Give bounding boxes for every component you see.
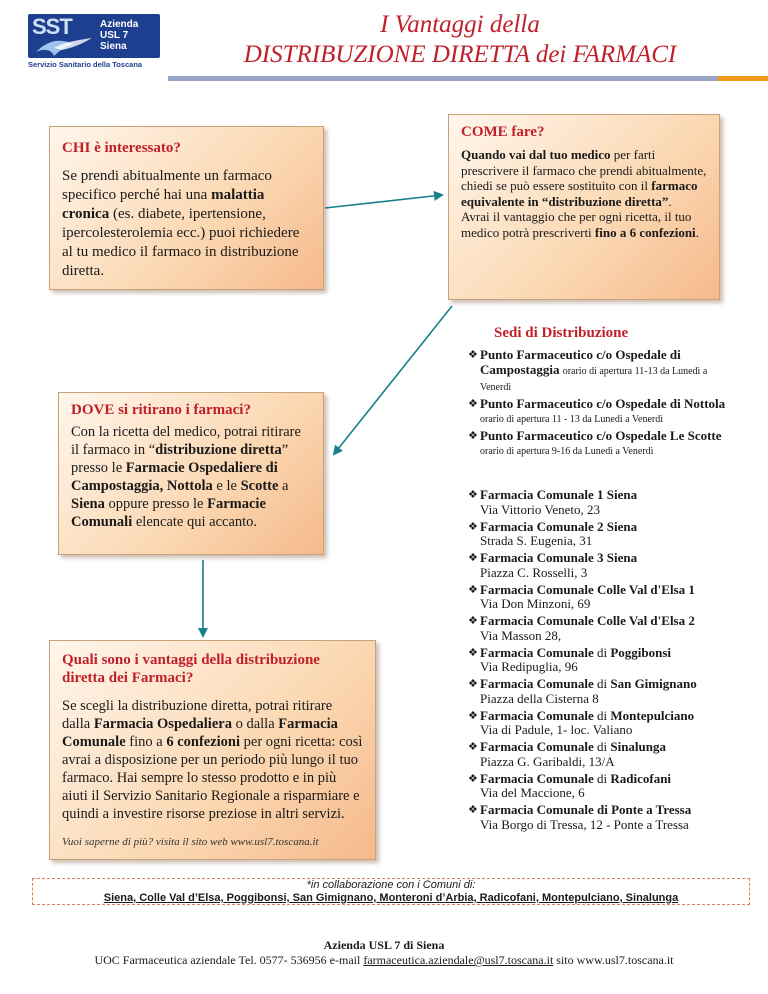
pharmacy-name: Farmacia Comunale [480, 676, 594, 691]
dove-heading: DOVE si ritirano i farmaci? [71, 402, 251, 418]
diamond-bullet-icon: ❖ [468, 772, 478, 785]
pharmacy-address: Via Masson 28, [480, 627, 562, 643]
vantaggi-t1: Se scegli la distribuzione diretta, potrai ritirare dalla [62, 698, 333, 732]
page-footer [0, 938, 768, 968]
pharmacy-address: Via Borgo di Tressa, 12 - Ponte a Tressa [480, 816, 689, 832]
title-line1: I Vantaggi della [380, 11, 540, 38]
hospital-hours: orario di apertura 9-16 da Lunedì a Venerdì [480, 446, 654, 457]
logo-line2: USL 7 [100, 30, 129, 41]
pharmacy-di: di [596, 676, 608, 691]
hospital-hours: orario di apertura 11 - 13 da Lunedì a Venerdì [480, 414, 663, 425]
list-item [468, 551, 758, 580]
dove-b1: distribuzione diretta [155, 442, 282, 458]
footer-t1: UOC Farmaceutica aziendale Tel. 0577- 536956 e-mail [94, 953, 364, 967]
logo-line3: Siena [100, 41, 127, 52]
title-divider [168, 76, 768, 81]
hospital-name: Punto Farmaceutico c/o Ospedale Le Scotte [480, 427, 722, 443]
pharmacy-address: Piazza della Cisterna 8 [480, 690, 599, 706]
chi-b1: malattia cronica [62, 187, 265, 222]
diamond-bullet-icon: ❖ [468, 429, 478, 442]
come-b2: farmaco equivalente in “distribuzione diretta” [461, 178, 698, 209]
dove-t2: ” presso le [71, 442, 289, 476]
diamond-bullet-icon: ❖ [468, 709, 478, 722]
pharmacy-address: Via Redipuglia, 96 [480, 659, 578, 674]
footer-contacts [0, 953, 768, 968]
pharmacy-di: di [596, 739, 608, 754]
dove-b2: Farmacie Ospedaliere di Campostaggia, Nottola [71, 460, 278, 494]
dove-t5: oppure presso le [104, 496, 208, 512]
chi-t1: Se prendi abitualmente un farmaco specifico perché hai una [62, 168, 272, 203]
pharmacy-address: Strada S. Eugenia, 31 [480, 533, 593, 548]
diamond-bullet-icon: ❖ [468, 678, 478, 690]
email-link[interactable]: farmaceutica.aziendale@usl7.toscana.it [363, 953, 554, 967]
collab-line2: Siena, Colle Val d’Elsa, Poggibonsi, San Gimignano, Monteroni d’Arbia, Radicofani, Montepulciano, Sinalunga [103, 892, 679, 904]
pharmacy-town: Poggibonsi [610, 644, 672, 660]
list-item [468, 520, 758, 549]
logo-subtitle: Servizio Sanitario della Toscana [28, 60, 143, 69]
dove-box [58, 392, 324, 555]
come-b3: fino a 6 confezioni [594, 224, 696, 240]
pharmacy-di: di [596, 770, 608, 786]
pharmacy-name: Farmacia Comunale [480, 644, 594, 660]
dove-text [71, 423, 311, 531]
list-item [468, 614, 758, 643]
list-item [468, 803, 758, 832]
page-title [170, 10, 750, 70]
arrow-come-to-dove [334, 306, 452, 454]
diamond-bullet-icon: ❖ [468, 349, 478, 361]
hospital-hours: orario di apertura 11-13 da Lunedì a Venerdì [480, 365, 708, 393]
diamond-bullet-icon: ❖ [468, 646, 478, 659]
diamond-bullet-icon: ❖ [468, 397, 478, 410]
vantaggi-t2: o dalla [231, 716, 279, 732]
pharmacy-address: Via di Padule, 1- loc. Valiano [480, 722, 633, 737]
dove-b3: Scotte [240, 478, 279, 494]
diamond-bullet-icon: ❖ [468, 741, 478, 753]
come-t4: . [695, 224, 699, 240]
dove-icon [34, 34, 94, 58]
list-item [468, 772, 758, 801]
come-b1: Quando vai dal tuo medico [461, 147, 611, 162]
vantaggi-b3: 6 confezioni [166, 734, 241, 750]
hospital-name: Punto Farmaceutico c/o Ospedale di Nottola [480, 395, 726, 411]
chi-text [62, 167, 311, 281]
chi-heading: CHI è interessato? [62, 140, 181, 156]
dove-t1: Con la ricetta del medico, potrai ritirare il farmaco in “ [71, 424, 301, 458]
dove-b5: Farmacie Comunali [71, 496, 266, 530]
pharmacy-di: di [596, 644, 608, 660]
logo-line1: Azienda [100, 19, 139, 30]
vantaggi-heading: Quali sono i vantaggi della distribuzione diretta dei Farmaci? [62, 652, 320, 686]
come-box [448, 114, 720, 300]
list-item [468, 348, 738, 396]
pharmacy-name: Farmacia Comunale [480, 707, 594, 723]
list-item [468, 709, 758, 738]
vantaggi-text [62, 697, 363, 823]
pharmacy-name: Farmacia Comunale [480, 770, 594, 786]
logo-badge [28, 14, 160, 58]
footer-org: Azienda USL 7 di Siena [323, 938, 445, 952]
comunali-list [468, 488, 758, 835]
pharmacy-address: Via Vittorio Veneto, 23 [480, 501, 601, 517]
chi-box [49, 126, 324, 290]
collaboration-note [32, 878, 750, 905]
hospital-list [468, 348, 738, 461]
come-t3: Avrai il vantaggio che per ogni ricetta, il tuo medico potrà prescriverti [461, 209, 692, 240]
website-note: Vuoi saperne di più? visita il sito web www.usl7.toscana.it [62, 836, 319, 848]
pharmacy-name: Farmacia Comunale di Ponte a Tressa [480, 802, 692, 817]
arrow-chi-to-come [325, 195, 442, 208]
pharmacy-address: Via del Maccione, 6 [480, 785, 585, 800]
pharmacy-address: Via Don Minzoni, 69 [480, 596, 591, 611]
list-item [468, 646, 758, 675]
pharmacy-name: Farmacia Comunale 2 Siena [480, 518, 638, 534]
pharmacy-name: Farmacia Comunale [480, 739, 594, 754]
vantaggi-t3: fino a [125, 734, 167, 750]
usl7-logo [28, 14, 160, 72]
title-line2: DISTRIBUZIONE DIRETTA dei FARMACI [243, 41, 677, 68]
list-item [468, 488, 758, 517]
list-item [468, 583, 758, 612]
come-text-2 [461, 209, 707, 240]
pharmacy-di: di [596, 707, 608, 723]
dove-t3: e le [212, 478, 241, 494]
list-item [468, 429, 738, 460]
pharmacy-name: Farmacia Comunale Colle Val d'Elsa 2 [480, 613, 695, 628]
sedi-heading: Sedi di Distribuzione [494, 325, 629, 341]
pharmacy-name: Farmacia Comunale 1 Siena [480, 487, 638, 502]
vantaggi-box [49, 640, 376, 860]
dove-t4: a [278, 478, 289, 494]
diamond-bullet-icon: ❖ [468, 520, 478, 533]
come-t2: . [668, 193, 672, 209]
come-t1: per farti prescrivere il farmaco che prendi abitualmente, chiedi se può essere sostituito con il [461, 147, 707, 193]
vantaggi-b1: Farmacia Ospedaliera [93, 716, 232, 732]
diamond-bullet-icon: ❖ [468, 583, 478, 596]
vantaggi-t4: per ogni ricetta: così avrai a disposizione per un periodo più lungo il tuo farmaco. Hai sempre lo stesso prodotto e in più aiuti il Servizio Sanitario Regionale a risparmiare e quindi a investire risorse preziose in altri servizi. [62, 734, 363, 822]
pharmacy-town: Montepulciano [610, 707, 695, 723]
come-text [461, 147, 707, 209]
pharmacy-name: Farmacia Comunale Colle Val d'Elsa 1 [480, 581, 695, 597]
come-heading: COME fare? [461, 124, 545, 140]
dove-b4: Siena [71, 496, 105, 512]
diamond-bullet-icon: ❖ [468, 615, 478, 627]
diamond-bullet-icon: ❖ [468, 804, 478, 816]
list-item [468, 740, 758, 769]
pharmacy-town: Radicofani [610, 770, 672, 786]
footer-t2: sito www.usl7.toscana.it [553, 953, 674, 967]
list-item [468, 397, 738, 428]
logo-text [100, 19, 138, 52]
diamond-bullet-icon: ❖ [468, 552, 478, 564]
pharmacy-address: Piazza C. Rosselli, 3 [480, 564, 588, 580]
diamond-bullet-icon: ❖ [468, 489, 478, 501]
chi-t2: (es. diabete, ipertensione, ipercolesterolemia ecc.) puoi richiedere al tu medico il farmaco in distribuzione diretta. [62, 206, 300, 279]
dove-t6: elencate qui accanto. [132, 514, 258, 530]
pharmacy-name: Farmacia Comunale 3 Siena [480, 550, 638, 565]
list-item [468, 677, 758, 706]
hospital-name: Punto Farmaceutico c/o Ospedale di Campostaggia [480, 347, 681, 377]
vantaggi-b2: Farmacia Comunale [62, 716, 338, 750]
pharmacy-town: Sinalunga [610, 739, 667, 754]
collab-line1: *in collaborazione con i Comuni di: [306, 879, 476, 891]
pharmacy-address: Piazza G. Garibaldi, 13/A [480, 753, 615, 769]
pharmacy-town: San Gimignano [610, 676, 697, 691]
logo-mark: SST [32, 14, 72, 39]
